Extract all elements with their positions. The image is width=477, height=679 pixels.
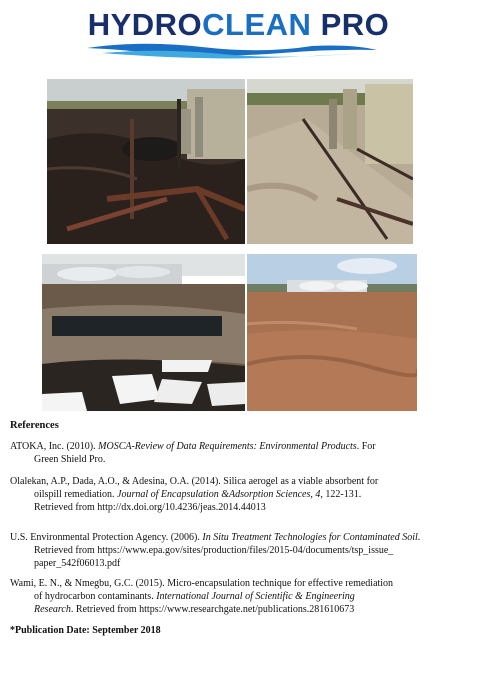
ref-text: , 122-131.	[320, 489, 362, 500]
ref-continuation	[10, 488, 465, 501]
ref-author: Olalekan, A.P., Dada, A.O., & Adesina, O.A. (2014). Silica aerogel as a viable absorbent for	[10, 476, 379, 487]
ref-author: ATOKA, Inc. (2010).	[10, 441, 99, 452]
reference-atoka	[10, 440, 465, 466]
references-heading: References	[10, 420, 59, 431]
ref-author: Wami, E. N., & Nmegbu, G.C. (2015). Micro-encapsulation technique for effective remediation	[10, 578, 394, 589]
logo-wordmark	[0, 7, 477, 43]
logo-word-clean: CLEAN	[202, 7, 312, 42]
ref-journal: Research	[34, 604, 71, 615]
hydroclean-pro-logo	[0, 4, 477, 62]
photo-gravel-site-after	[247, 79, 413, 244]
ref-text: of hydrocarbon contaminants.	[34, 591, 157, 602]
ref-text: . For	[356, 441, 376, 452]
photo-oil-pit-absorbent	[42, 254, 245, 411]
ref-text: .	[417, 532, 421, 543]
reference-epa	[10, 531, 465, 570]
ref-author: U.S. Environmental Protection Agency. (2006).	[10, 532, 203, 543]
ref-url[interactable]: Retrieved from https://www.epa.gov/sites/production/files/2015-04/documents/tsp_issue_	[34, 545, 394, 556]
ref-text: oilspill remediation.	[34, 489, 118, 500]
ref-continuation: Green Shield Pro.	[34, 454, 106, 465]
ref-title: In Situ Treatment Technologies for Contaminated Soil	[202, 532, 418, 543]
logo-word-hydro: HYDRO	[87, 7, 203, 42]
ref-url[interactable]: Retrieved from http://dx.doi.org/10.4236/jeas.2014.44013	[34, 502, 266, 513]
ref-url[interactable]: . Retrieved from https://www.researchgate.net/publications.281610673	[70, 604, 355, 615]
ref-continuation	[10, 590, 465, 603]
ref-url-continuation[interactable]: paper_542f06013.pdf	[34, 558, 121, 569]
ref-journal: Journal of Encapsulation &Adsorption Sciences, 4	[117, 489, 321, 500]
reference-wami	[10, 577, 465, 616]
publication-date: *Publication Date: September 2018	[10, 625, 161, 636]
reference-olalekan	[10, 475, 465, 514]
ref-continuation-2	[10, 603, 465, 616]
photo-remediated-area	[247, 254, 417, 411]
ref-journal: International Journal of Scientific & Engineering	[156, 591, 355, 602]
logo-wave-icon	[82, 40, 382, 60]
logo-word-pro: PRO	[320, 7, 390, 42]
ref-title: MOSCA-Review of Data Requirements: Environmental Products	[98, 441, 357, 452]
photo-oily-site-before	[47, 79, 245, 244]
